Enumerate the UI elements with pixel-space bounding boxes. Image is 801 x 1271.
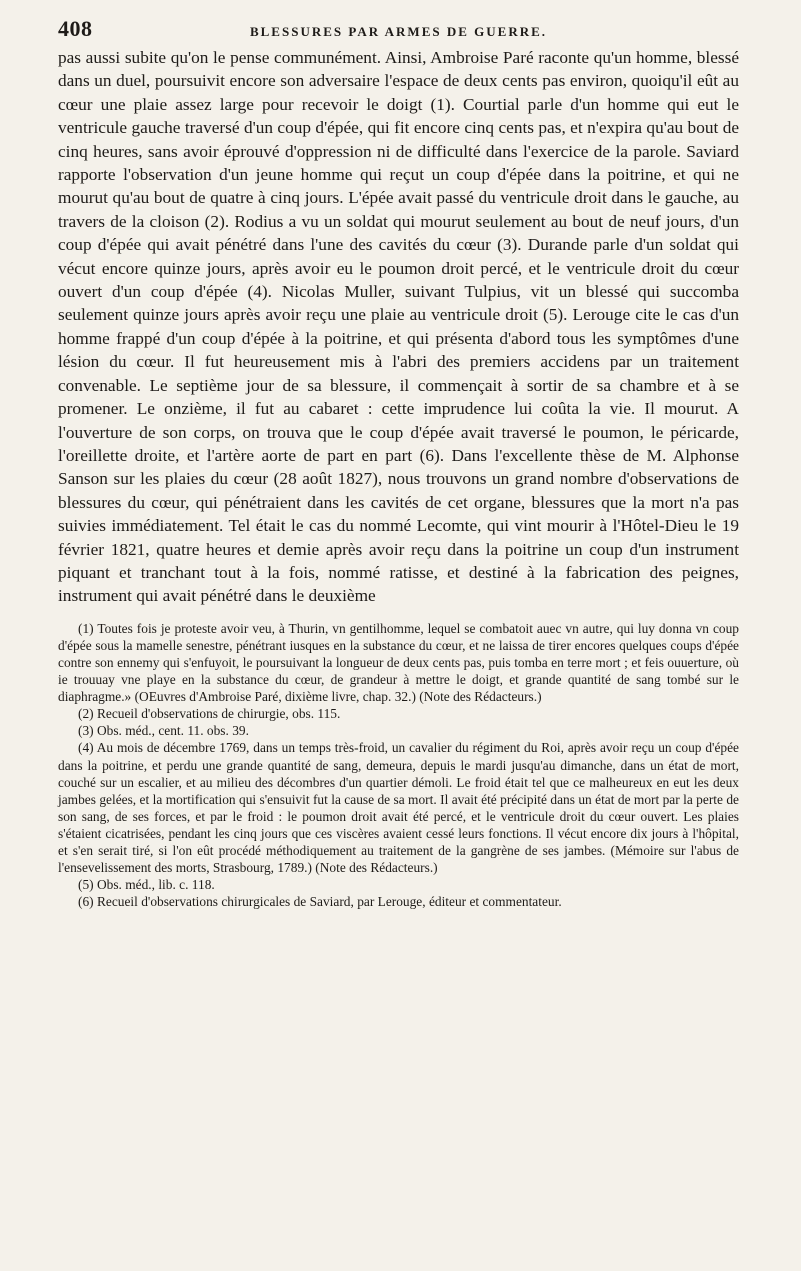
- footnotes: [58, 620, 739, 911]
- page-number: 408: [58, 16, 93, 41]
- footnote-6: (6) Recueil d'observations chirurgicales de Saviard, par Lerouge, éditeur et commentateur.: [78, 894, 562, 910]
- page-header: [58, 16, 739, 46]
- footnote-5: (5) Obs. méd., lib. c. 118.: [78, 877, 215, 893]
- body-paragraph: pas aussi subite qu'on le pense communément. Ainsi, Ambroise Paré raconte qu'un homme, blessé dans un duel, poursuivit encore son adversaire l'espace de deux cents pas environ, quoiqu'il eût au cœur une plaie assez large pour recevoir le doigt (1). Courtial parle d'un homme qui eut le ventricule gauche traversé d'un coup d'épée, qui fit encore cinq cents pas, et n'expira qu'au bout de cinq heures, sans avoir éprouvé d'oppression ni de difficulté dans l'exercice de la parole. Saviard rapporte l'observation d'un jeune homme qui reçut un coup d'épée dans la poitrine, et qui ne mourut qu'au bout de quatre à cinq jours. L'épée avait passé du ventricule droit dans le gauche, au travers de la cloison (2). Rodius a vu un soldat qui mourut seulement au bout de neuf jours, d'un coup d'épée qui avait pénétré dans l'une des cavités du cœur (3). Durande parle d'un soldat qui vécut encore quinze jours, après avoir eu le poumon droit percé, et le ventricule droit du cœur ouvert d'un coup d'épée (4). Nicolas Muller, suivant Tulpius, vit un blessé qui succomba seulement quinze jours après avoir reçu une plaie au ventricule droit (5). Lerouge cite le cas d'un homme frappé d'un coup d'épée à la poitrine, et qui présenta d'abord tous les symptômes d'une lésion du cœur. Il fut heureusement mis à l'abri des premiers accidens par un traitement convenable. Le septième jour de sa blessure, il commençait à sortir de sa chambre et à se promener. Le onzième, il fut au cabaret : cette imprudence lui coûta la vie. Il mourut. A l'ouverture de son corps, on trouva que le coup d'épée avait traversé le poumon, le péricarde, l'oreillette droite, et l'artère aorte de part en part (6). Dans l'excellente thèse de M. Alphonse Sanson sur les plaies du cœur (28 août 1827), nous trouvons un grand nombre d'observations de blessures du cœur, qui pénétraient dans les cavités de cet organe, blessures que la mort n'a pas suivies immédiatement. Tel était le cas du nommé Lecomte, qui vint mourir à l'Hôtel-Dieu le 19 février 1821, quatre heures et demie après avoir reçu dans la poitrine un coup d'un instrument piquant et tranchant tout à la fois, nommé ratisse, et destiné à la fabrication des peignes, instrument qui avait pénétré dans le deuxième: [58, 48, 739, 606]
- footnote-4: (4) Au mois de décembre 1769, dans un temps très-froid, un cavalier du régiment du Roi, après avoir reçu un coup d'épée dans la poitrine, et perdu une grande quantité de sang, demeura, depuis le mardi jusqu'au dimanche, dans un état de mort, couché sur un escalier, et au milieu des décombres d'un quartier démoli. Le froid était tel que ce malheureux en eut les deux jambes gelées, et la mortification qui s'ensuivit fut la cause de sa mort. Il avait été précipité dans un état de mort par la perte de son sang, de ses forces, et par le froid : le poumon droit avait été percé, et le ventricule droit du cœur ouvert. Les plaies s'étaient cicatrisées, pendant les cinq jours que ces viscères avaient cessé leurs fonctions. Il vécut encore dix jours à l'hôpital, et s'en serait tiré, si l'on eût procédé méthodiquement au traitement de la gangrène de ses jambes. (Mémoire sur l'abus de l'ensevelissement des morts, Strasbourg, 1789.) (Note des Rédacteurs.): [58, 740, 739, 876]
- main-text: [58, 46, 739, 608]
- footnote-1: (1) Toutes fois je proteste avoir veu, à Thurin, vn gentilhomme, lequel se combatoit auec vn autre, qui luy donna vn coup d'épée sous la mamelle senestre, pénétrant iusques en la substance du cœur, et ne laissa de tirer encores quelques coups d'épée contre son ennemy qui s'enfuyoit, le poursuivant la longueur de deux cents pas, puis tomba en terre mort ; et feis ouuerture, où ie trouuay vne playe en la substance du cœur, de grandeur à mettre le doigt, et grande quantité de sang tombé sur le diaphragme.» (OEuvres d'Ambroise Paré, dixième livre, chap. 32.) (Note des Rédacteurs.): [58, 620, 739, 705]
- running-head: BLESSURES PAR ARMES DE GUERRE.: [249, 24, 548, 39]
- footnote-3: (3) Obs. méd., cent. 11. obs. 39.: [78, 723, 249, 739]
- footnote-2: (2) Recueil d'observations de chirurgie, obs. 115.: [78, 706, 341, 722]
